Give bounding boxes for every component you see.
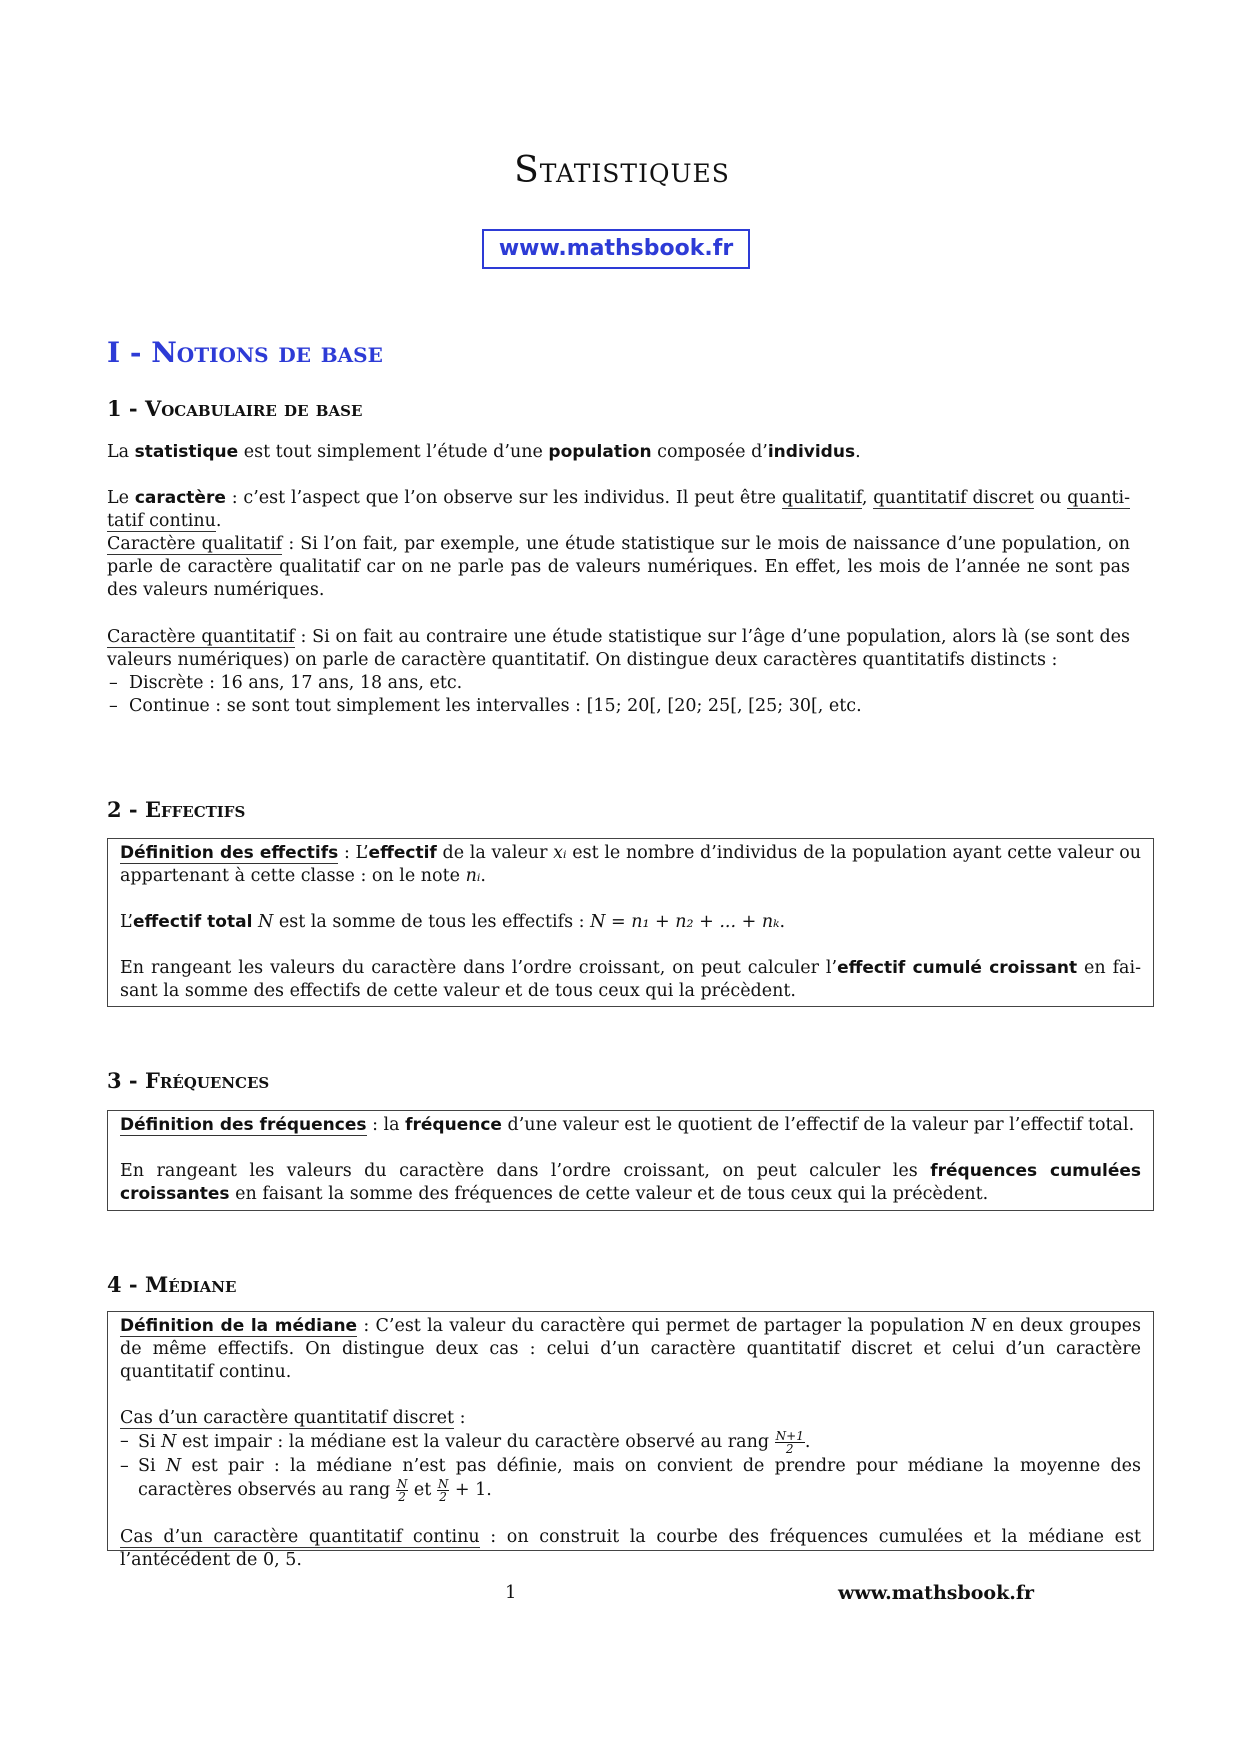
paragraph-qualitatif: Caractère qualitatif : Si l’on fait, par exemple, une étude statistique sur le mois de naissance d’une population, on parle de caractère qualitatif car on ne parle pas de valeurs numériques. En effet, les mois de l’année ne sont pas des valeurs numériques. (107, 534, 1130, 600)
site-logo[interactable]: www.mathsbook.fr (482, 229, 750, 269)
document-title: Statistiques (514, 150, 730, 191)
paragraph-statistique: La statistique est tout simplement l’étude d’une population composée d’individus. (107, 442, 861, 462)
cas-discret-heading: Cas d’un caractère quantitatif discret : (120, 1408, 466, 1428)
cas-pair: – Si N est pair : la médiane n’est pas définie, mais on convient de prendre pour médiane la moyenne des caractères observés au rang $\frac{N}{2}$ et $\frac{N}{2}$ + 1. (120, 1456, 1141, 1504)
paragraph-caractere: Le caractère : c’est l’aspect que l’on observe sur les individus. Il peut être qualitatif, quantitatif discret ou quanti-tatif continu. (107, 488, 1131, 531)
list-quantitatif (107, 672, 1130, 718)
cas-impair: – Si N est impair : la médiane est la valeur du caractère observé au rang $\frac{N+1}{2}$ . (120, 1429, 811, 1456)
frequences-cumulees: En rangeant les valeurs du caractère dans l’ordre croissant, on peut calculer les fréquences cumulées croissantes en faisant la somme des fréquences de cette valeur et de tous ceux qui la précèdent. (120, 1161, 1141, 1204)
definition-frequences: Définition des fréquences : la fréquence d’une valeur est le quotient de l’effectif de la valeur par l’effectif total. (120, 1115, 1135, 1135)
paragraph-quantitatif: Caractère quantitatif : Si on fait au contraire une étude statistique sur l’âge d’une population, alors là (se sont des valeurs numériques) on parle de caractère quantitatif. On distingue deux caractères quantitatifs distincts : – Discrète : 16 ans, 17 ans, 18 ans, etc. – Continue : se sont tout simplement les intervalles : [15; 20[, [20; 25[, [25; 30[, etc. (107, 626, 1130, 718)
subsection-heading-effectifs: 2 - Effectifs (107, 797, 246, 822)
subsection-heading-frequences: 3 - Fréquences (107, 1068, 270, 1093)
definition-box-mediane (107, 1311, 1154, 1570)
fraction: $\frac{N}{2}$ (396, 1477, 408, 1504)
definition-mediane: Définition de la médiane : C’est la valeur du caractère qui permet de partager la population N en deux groupes de même effectifs. On distingue deux cas : celui d’un caractère quantitatif discret et celui d’un caractère quantitatif continu. (120, 1316, 1141, 1382)
list-item: – Discrète : 16 ans, 17 ans, 18 ans, etc. (129, 672, 1130, 695)
fraction: $\frac{N}{2}$ (437, 1477, 449, 1504)
definition-box-frequences (107, 1110, 1154, 1211)
effectif-total: L’effectif total N est la somme de tous les effectifs : N = n₁ + n₂ + ... + nₖ. (120, 912, 786, 932)
effectif-cumule: En rangeant les valeurs du caractère dans l’ordre croissant, on peut calculer l’effectif cumulé croissant en fai-sant la somme des effectifs de cette valeur et de tous ceux qui la précèdent. (120, 958, 1141, 1001)
cas-continu: Cas d’un caractère quantitatif continu : on construit la courbe des fréquences cumulées et la médiane est l’antécédent de 0, 5. (120, 1527, 1141, 1570)
subsection-heading-mediane: 4 - Médiane (107, 1272, 237, 1297)
definition-effectifs: Définition des effectifs : L’effectif de la valeur xᵢ est le nombre d’individus de la population ayant cette valeur ou appartenant à cette classe : on le note nᵢ. (120, 843, 1142, 886)
subsection-heading-vocabulaire: 1 - Vocabulaire de base (107, 396, 363, 421)
page-number: 1 (505, 1582, 517, 1603)
list-item: – Continue : se sont tout simplement les intervalles : [15; 20[, [20; 25[, [25; 30[, etc. (129, 695, 1130, 718)
definition-box-effectifs (107, 838, 1154, 1007)
section-heading: I - Notions de base (107, 336, 383, 369)
footer-site[interactable]: www.mathsbook.fr (838, 1582, 1035, 1604)
fraction: $\frac{N+1}{2}$ (775, 1429, 804, 1456)
